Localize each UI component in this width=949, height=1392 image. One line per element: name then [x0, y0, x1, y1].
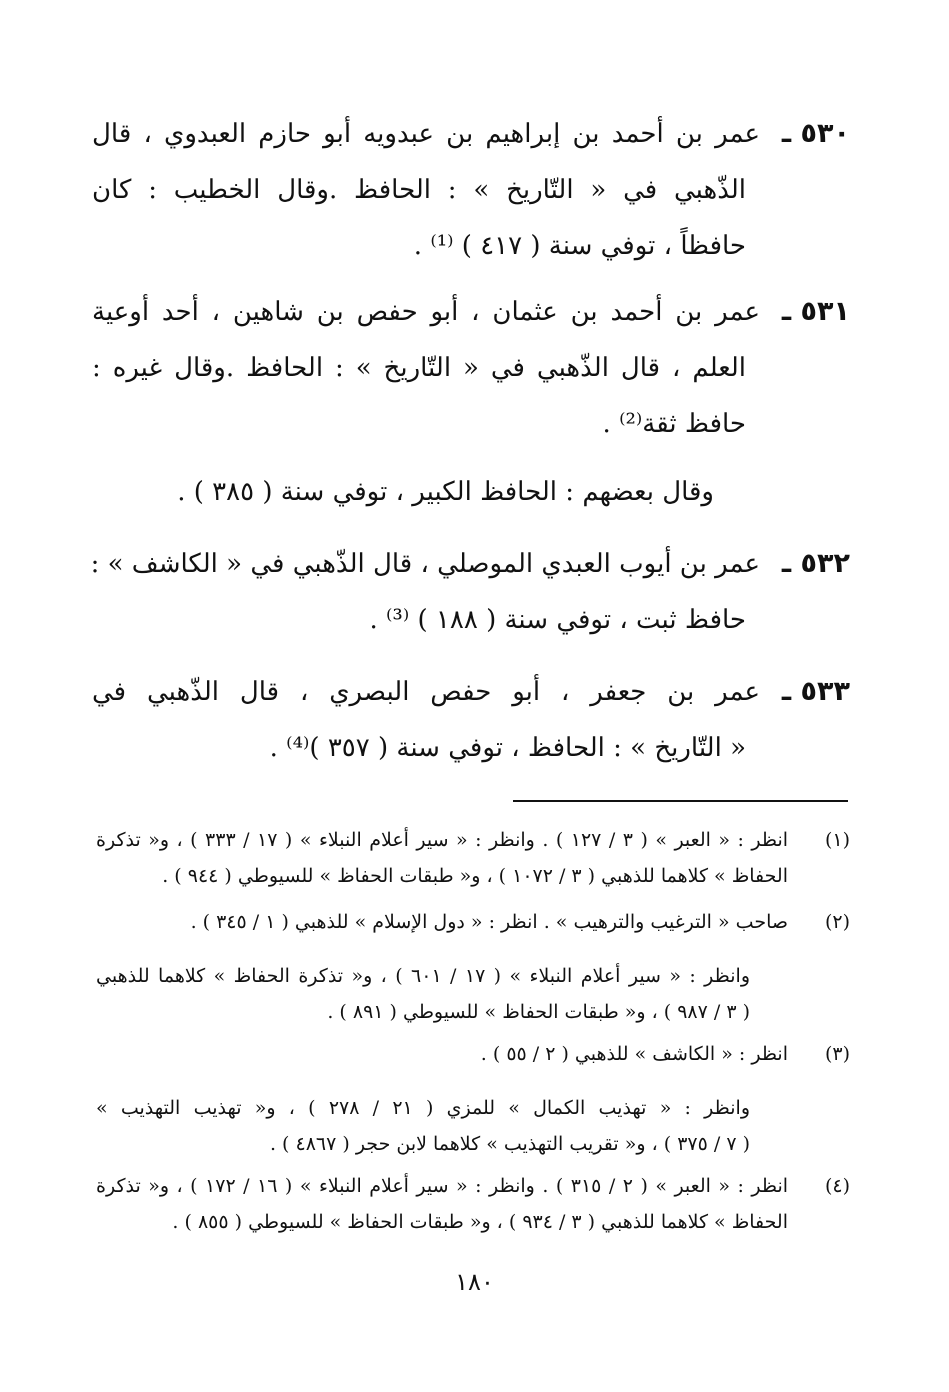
footnote-number: (٣): [824, 1043, 850, 1065]
entry-line: عمر بن جعفر ، أبو حفص البصري ، قال الذّهبي في: [92, 677, 760, 707]
entry-number: ٥٣٠ ـ: [781, 118, 850, 149]
entry-number: ٥٣١ ـ: [781, 296, 850, 327]
entry-line: وقال بعضهم : الحافظ الكبير ، توفي سنة ( ٣٨٥ ) .: [177, 477, 714, 507]
footnote-2: [96, 904, 850, 1030]
entry-530: [92, 106, 850, 274]
footnote-3: [96, 1036, 850, 1162]
entry-line: عمر بن أحمد بن إبراهيم بن عبدويه أبو حازم العبدوي ، قال: [92, 119, 760, 149]
footnote-line: انظر : « العبر » ( ٢ / ٣١٥ ) . وانظر : « سير أعلام النبلاء » ( ١٦ / ١٧٢ ) ، و« تذكرة: [96, 1175, 789, 1197]
entry-line: حافظ ثقة⁽²⁾ .: [602, 409, 746, 439]
footnote-line: ( ٣ / ٩٨٧ ) ، و« طبقات الحفاظ » للسيوطي ( ٨٩١ ) .: [327, 1001, 750, 1023]
footnote-number: (٢): [824, 911, 850, 933]
footnote-number: (٤): [824, 1175, 850, 1197]
entry-line: « التّاريخ » : الحافظ ، توفي سنة ( ٣٥٧ )⁽⁴⁾ .: [269, 733, 746, 763]
entry-line: حافظ ثبت ، توفي سنة ( ١٨٨ ) ⁽³⁾ .: [369, 605, 746, 635]
footnote-line: صاحب « الترغيب والترهيب » . انظر : « دول الإسلام » للذهبي ( ١ / ٣٤٥ ) .: [190, 911, 788, 933]
footnote-line: انظر : « الكاشف » للذهبي ( ٢ / ٥٥ ) .: [480, 1043, 788, 1065]
footnote-1: [96, 822, 850, 894]
page-number: ١٨٠: [455, 1268, 494, 1296]
footnote-line: الحفاظ » كلاهما للذهبي ( ٣ / ٩٣٤ ) ، و« طبقات الحفاظ » للسيوطي ( ٨٥٥ ) .: [172, 1211, 788, 1233]
entry-number: ٥٣٢ ـ: [781, 548, 850, 579]
entry-line: الذّهبي في « التّاريخ » : الحافظ .وقال الخطيب : كان: [92, 175, 746, 205]
entry-531-note: [92, 464, 850, 520]
entry-line: حافظاً ، توفي سنة ( ٤١٧ ) ⁽¹⁾ .: [413, 231, 746, 261]
entry-number: ٥٣٣ ـ: [781, 676, 850, 707]
footnote-line: وانظر : « سير أعلام النبلاء » ( ١٧ / ٦٠١ ) ، و« تذكرة الحفاظ » كلاهما للذهبي: [96, 965, 750, 987]
footnote-line: الحفاظ » كلاهما للذهبي ( ٣ / ١٠٧٢ ) ، و« طبقات الحفاظ » للسيوطي ( ٩٤٤ ) .: [162, 865, 788, 887]
entry-531: [92, 284, 850, 452]
entry-line: عمر بن أحمد بن عثمان ، أبو حفص بن شاهين ، أحد أوعية: [92, 297, 760, 327]
footnote-line: وانظر : « تهذيب الكمال » للمزي ( ٢١ / ٢٧٨ ) ، و« تهذيب التهذيب »: [96, 1097, 750, 1119]
entry-line: العلم ، قال الذّهبي في « التّاريخ » : الحافظ .وقال غيره :: [92, 353, 746, 383]
footnote-line: ( ٧ / ٣٧٥ ) ، و« تقريب التهذيب » كلاهما لابن حجر ( ٤٨٦٧ ) .: [269, 1133, 750, 1155]
footnote-line: انظر : « العبر » ( ٣ / ١٢٧ ) . وانظر : « سير أعلام النبلاء » ( ١٧ / ٣٣٣ ) ، و« تذكرة: [96, 829, 789, 851]
entry-533: [92, 664, 850, 776]
entry-532: [92, 536, 850, 648]
entry-line: عمر بن أيوب العبدي الموصلي ، قال الذّهبي في « الكاشف » :: [90, 549, 760, 579]
footnote-4: [96, 1168, 850, 1240]
footnote-separator: [513, 800, 848, 802]
footnote-number: (١): [824, 829, 850, 851]
